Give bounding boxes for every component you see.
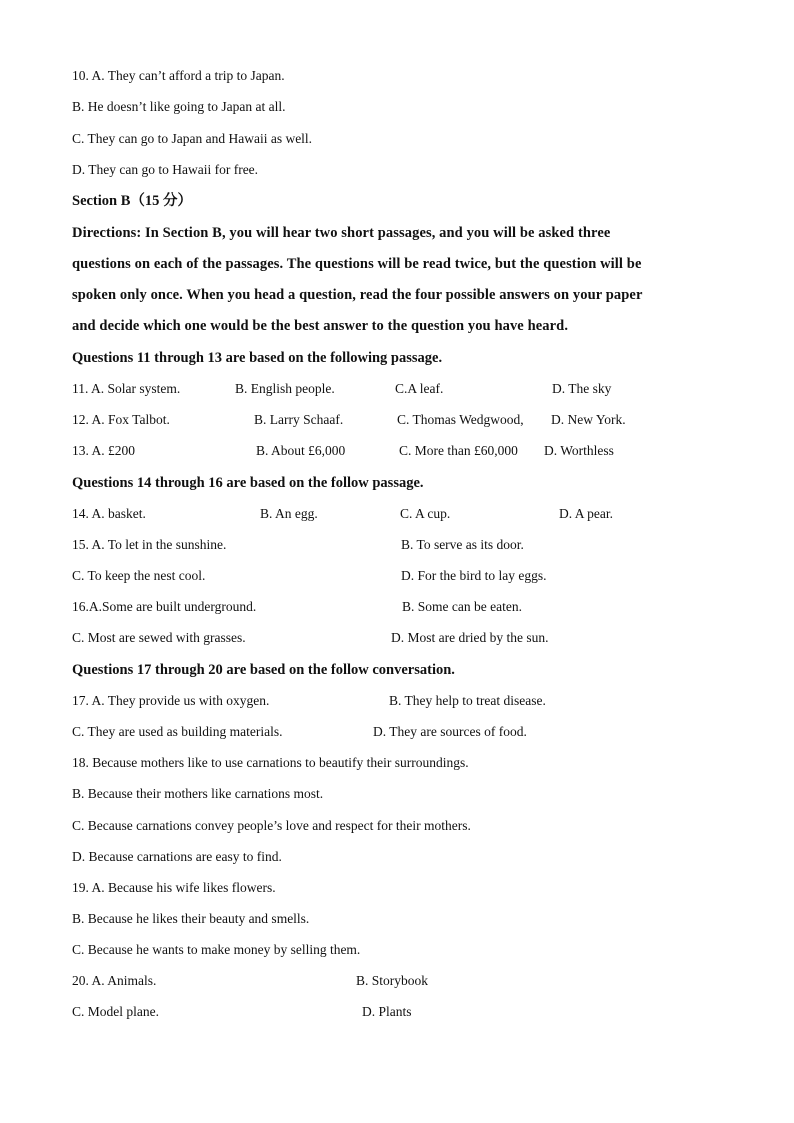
q16-option-c: C. Most are sewed with grasses. [72, 630, 246, 645]
q18-option-b: B. Because their mothers like carnations most. [72, 786, 324, 801]
q17-option-b: B. They help to treat disease. [389, 693, 546, 708]
q14-option-c: C. A cup. [400, 506, 451, 521]
q12-option-c: C. Thomas Wedgwood, [397, 412, 524, 427]
directions-line-1: Directions: In Section B, you will hear two short passages, and you will be asked three [72, 225, 611, 241]
q18-option-d: D. Because carnations are easy to find. [72, 849, 282, 864]
q11-option-c: C.A leaf. [395, 381, 444, 396]
q12-option-a: 12. A. Fox Talbot. [72, 412, 170, 427]
directions-line-4: and decide which one would be the best answer to the question you have heard. [72, 318, 569, 334]
q14-option-d: D. A pear. [559, 506, 613, 521]
q20-option-a: 20. A. Animals. [72, 973, 157, 988]
q17-option-c: C. They are used as building materials. [72, 724, 283, 739]
q13-option-a: 13. A. £200 [72, 443, 136, 458]
group1-heading: Questions 11 through 13 are based on the following passage. [72, 350, 443, 366]
q15-option-b: B. To serve as its door. [401, 537, 524, 552]
q16-option-a: 16.A.Some are built underground. [72, 599, 257, 614]
q17-option-d: D. They are sources of food. [373, 724, 527, 739]
q15-option-d: D. For the bird to lay eggs. [401, 568, 547, 583]
q20-option-c: C. Model plane. [72, 1004, 159, 1019]
q10-option-d: D. They can go to Hawaii for free. [72, 162, 259, 177]
q15-option-c: C. To keep the nest cool. [72, 568, 206, 583]
q14-option-a: 14. A. basket. [72, 506, 146, 521]
q13-option-c: C. More than £60,000 [399, 443, 518, 458]
q20-option-d: D. Plants [362, 1004, 412, 1019]
q12-option-d: D. New York. [551, 412, 626, 427]
q19-option-a: 19. A. Because his wife likes flowers. [72, 880, 276, 895]
q16-option-b: B. Some can be eaten. [402, 599, 522, 614]
q10-option-a: 10. A. They can’t afford a trip to Japan. [72, 68, 285, 83]
q20-option-b: B. Storybook [356, 973, 429, 988]
group2-heading: Questions 14 through 16 are based on the follow passage. [72, 475, 424, 491]
directions-line-2: questions on each of the passages. The questions will be read twice, but the question will be [72, 256, 642, 272]
q14-option-b: B. An egg. [260, 506, 318, 521]
q16-option-d: D. Most are dried by the sun. [391, 630, 549, 645]
group3-heading: Questions 17 through 20 are based on the follow conversation. [72, 662, 455, 678]
directions-line-3: spoken only once. When you head a question, read the four possible answers on your paper [72, 287, 643, 303]
q13-option-b: B. About £6,000 [256, 443, 346, 458]
q11-option-d: D. The sky [552, 381, 612, 396]
q19-option-b: B. Because he likes their beauty and smells. [72, 911, 310, 926]
q15-option-a: 15. A. To let in the sunshine. [72, 537, 227, 552]
q17-option-a: 17. A. They provide us with oxygen. [72, 693, 270, 708]
q18-option-c: C. Because carnations convey people’s love and respect for their mothers. [72, 818, 471, 833]
q13-option-d: D. Worthless [544, 443, 614, 458]
q10-option-c: C. They can go to Japan and Hawaii as well. [72, 131, 313, 146]
q10-option-b: B. He doesn’t like going to Japan at all. [72, 99, 286, 114]
section-b-title: Section B（15 分） [72, 193, 193, 209]
q11-option-b: B. English people. [235, 381, 335, 396]
q11-option-a: 11. A. Solar system. [72, 381, 181, 396]
q18-option-a: 18. Because mothers like to use carnations to beautify their surroundings. [72, 755, 469, 770]
q19-option-c: C. Because he wants to make money by selling them. [72, 942, 361, 957]
q12-option-b: B. Larry Schaaf. [254, 412, 344, 427]
